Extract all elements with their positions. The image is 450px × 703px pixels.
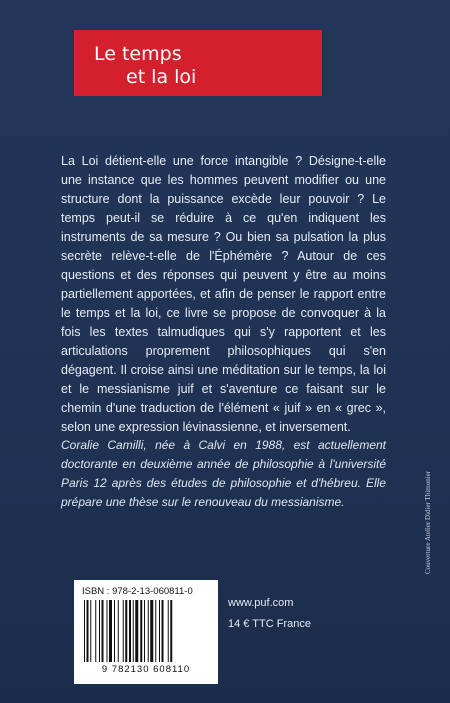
barcode-stripe [118, 600, 119, 662]
barcode-stripe [144, 600, 145, 662]
barcode-stripe [102, 600, 104, 662]
barcode-box [74, 580, 218, 684]
barcode-stripe [90, 600, 91, 662]
barcode-stripe [159, 600, 160, 662]
barcode-stripe [133, 600, 134, 662]
barcode-stripe [125, 600, 127, 662]
cover-credit: Couverture Atelier Didier Thimonier [424, 470, 432, 574]
barcode-stripe [150, 600, 153, 662]
barcode-stripe [148, 600, 149, 662]
barcode-stripe [123, 600, 124, 662]
barcode-stripe [107, 600, 108, 662]
title-box [74, 30, 322, 96]
barcode-stripe [135, 600, 138, 662]
barcode-stripe [84, 600, 85, 662]
publisher-website-link[interactable]: www.puf.com [228, 597, 294, 609]
barcode-stripe [168, 600, 169, 662]
barcode-stripe [155, 600, 156, 662]
barcode-stripe [114, 600, 115, 662]
barcode-stripe [129, 600, 131, 662]
barcode-stripe [162, 600, 164, 662]
barcode-digits: 9 782130 608110 [101, 664, 191, 675]
barcode-stripe [95, 600, 96, 662]
barcode-stripe [99, 600, 100, 662]
barcode-stripe [170, 600, 172, 662]
title-line-1: Le temps [94, 43, 182, 65]
barcode-icon [84, 600, 208, 662]
barcode-stripe [87, 600, 89, 662]
barcode-stripe [140, 600, 142, 662]
isbn-label: ISBN : 978-2-13-060811-0 [82, 586, 193, 597]
price-label: 14 € TTC France [228, 618, 311, 630]
author-bio: Coralie Camilli, née à Calvi en 1988, est actuellement doctorante en deuxième année de philosophie à l'université Paris 12 après des études de philosophie et d'hébreu. Elle prépare une thèse sur le renouveau du messianisme. [61, 438, 386, 509]
title-line-2: et la loi [126, 66, 197, 88]
barcode-stripe [109, 600, 112, 662]
book-description: La Loi détient-elle une force intangible ? Désigne-t-elle une instance que les hommes peuvent modifier ou une structure dont la puissance excède leur pouvoir ? Le temps peut-il se réduire à ce qu'en indiquent les instruments de sa mesure ? Ou bien sa pulsation la plus secrète relève-t-elle de l'Éphémère ? Autour de ces questions et des réponses qui peuvent y être au moins partiellement apportées, et afin de penser le rapport entre le temps et la loi, ce livre se propose de convoquer à la fois les textes talmudiques qui s'y rapportent et les articulations proprement philosophiques qui s'en dégagent. Il croise ainsi une méditation sur le temps, la loi et le messianisme juif et s'aventure ce faisant sur le chemin d'une traduction de l'élément « juif » en « grec », selon une expression lévinassienne, et inversement. [61, 154, 386, 434]
